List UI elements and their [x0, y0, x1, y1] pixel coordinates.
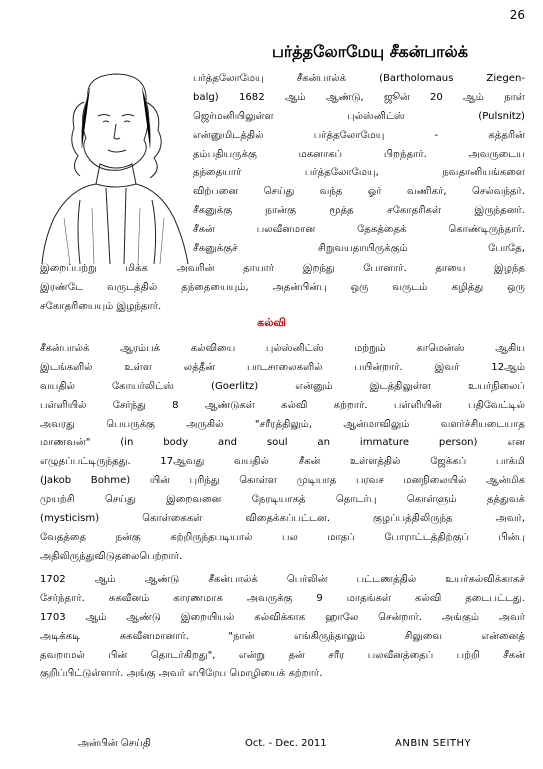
text-line: வயதில் கோயர்லிட்ஸ் (Goerlitz) என்னும் இடத்திலுள்ள உயர்நிலைப்	[40, 380, 525, 392]
text-line: தந்தையார் பர்த்தலோமேயு, நவதானியங்களை	[193, 167, 525, 179]
text-line: அதிலிருந்துவிடுதலைபெற்றார்.	[40, 550, 183, 562]
text-line: அடிக்கடி சுகவீனமானார். "நான் எங்கிருந்தாலும் சிலுவை என்னைத்	[40, 630, 525, 642]
text-line: விற்பனை செய்து வந்த ஓர் வணிகர், செல்வந்தர்.	[193, 186, 525, 198]
text-line: தம்பதியருக்கு மகனாகப் பிறந்தார். அவருடைய	[193, 148, 525, 160]
text-line: (Jakob Bohme) யின் புரிந்து கொள்ள முடியாத பரவச மனநிலையில் ஆன்மிக	[40, 475, 525, 487]
text-line: balg) 1682 ஆம் ஆண்டு, ஜூன் 20 ஆம் நாள்	[193, 91, 525, 103]
text-line: சகோதரியையும் இழந்தார்.	[40, 300, 162, 312]
article-title: பர்த்தலோமேயு சீகன்பால்க்	[271, 42, 469, 61]
text-line: இரண்டே வருடத்தில் தந்தையையும், அதன்பின்பு ஒரு வருடம் கழித்து ஒரு	[40, 281, 525, 293]
text-line: சீகனுக்கு நான்கு மூத்த சகோதரிகள் இருந்தனர்.	[193, 205, 525, 217]
text-line: தவறாமல் பின் தொடர்கிறது", என்று தன் சரீர பலவீனத்தைப் பற்றி சீகன்	[40, 649, 525, 661]
text-line: எழுதப்பட்டிருந்தது. 17ஆவது வயதில் சீகன் உள்ளத்தில் ஜேக்கப் பாக்மி	[40, 456, 525, 468]
text-line: முயற்சி செய்து இறைவனை நேரடியாகத் தொடர்பு கொள்ளும் தத்துவக்	[40, 494, 525, 506]
text-line: சீகன்பால்க் ஆரம்பக் கல்வியை புல்ஸ்னிட்ஸ் மற்றும் காமென்ஸ் ஆகிய	[40, 343, 525, 354]
text-line: சீகனுக்குச் சிறுவயதாயிருக்கும் போதே,	[193, 243, 525, 255]
text-line: 1703 ஆம் ஆண்டு இறையியல் கல்விக்காக ஹாலே சென்றார். அங்கும் அவர்	[40, 611, 525, 623]
text-line: பர்த்தலோமேயு சீகன்பால்க் (Bartholomaus Ziegen-	[193, 73, 525, 84]
portrait-illustration	[40, 68, 190, 264]
text-line: குறிப்பிட்டுள்ளார். அங்கு அவர் எபிரேய மொழியைக் கற்றார்.	[40, 668, 323, 680]
section-heading-education: கல்வி	[257, 316, 286, 329]
footer-issue-date: Oct. - Dec. 2011	[245, 738, 327, 749]
text-line: சீகன் பலவீனமான தேகத்தைக் கொண்டிருந்தார்.	[193, 224, 525, 236]
text-line: 1702 ஆம் ஆண்டு சீகன்பால்க் பெர்லின் பட்டணத்தில் உயர்கல்விக்காகச்	[40, 574, 525, 585]
intro-paragraph	[193, 70, 525, 259]
berlin-paragraph	[40, 571, 525, 684]
education-paragraph	[40, 340, 525, 567]
text-line: அவரது பெயருக்கு அருகில் "சரீரத்திலும், ஆன்மாவிலும் வளர்ச்சியடையாத	[40, 418, 525, 430]
footer-magazine-english: ANBIN SEITHY	[395, 738, 472, 749]
text-line: ஜெர்மனியிலுள்ள புல்ஸ்னிட்ஸ் (Pulsnitz)	[193, 110, 525, 122]
intro-paragraph-continued	[40, 260, 525, 317]
page-number: 26	[509, 8, 525, 22]
text-line: சேர்ந்தார். சுகவீனம் காரணமாக அவருக்கு 9 மாதங்கள் கல்வி தடைபட்டது.	[40, 592, 525, 604]
text-line: வேதத்தை நன்கு கற்றிருந்தபடியால் பல மாதப் போராட்டத்திற்குப் பின்பு	[40, 531, 525, 543]
text-line: பள்ளியில் சேர்ந்து 8 ஆண்டுகள் கல்வி கற்றார். பள்ளியின் பதிவேட்டில்	[40, 399, 525, 411]
text-line: மாணவன்" (in body and soul an immature person) என	[40, 437, 525, 449]
text-line: இடங்களில் உள்ள லத்தீன் பாடசாலைகளில் பயின்றார். இவர் 12ஆம்	[40, 361, 525, 373]
text-line: என்னுமிடத்தில் பர்த்தலோமேயு - கத்தரின்	[193, 129, 525, 141]
footer-magazine-tamil: அன்பின் செய்தி	[78, 738, 151, 749]
text-line: இறைப்பற்று மிக்க அவரின் தாயார் இறந்து போனார். தாயை இழந்த	[40, 263, 525, 274]
text-line: (mysticism) கொள்கைகள் விதைக்கப்பட்டன. குழப்பத்திலிருந்த அவர்,	[40, 513, 525, 525]
